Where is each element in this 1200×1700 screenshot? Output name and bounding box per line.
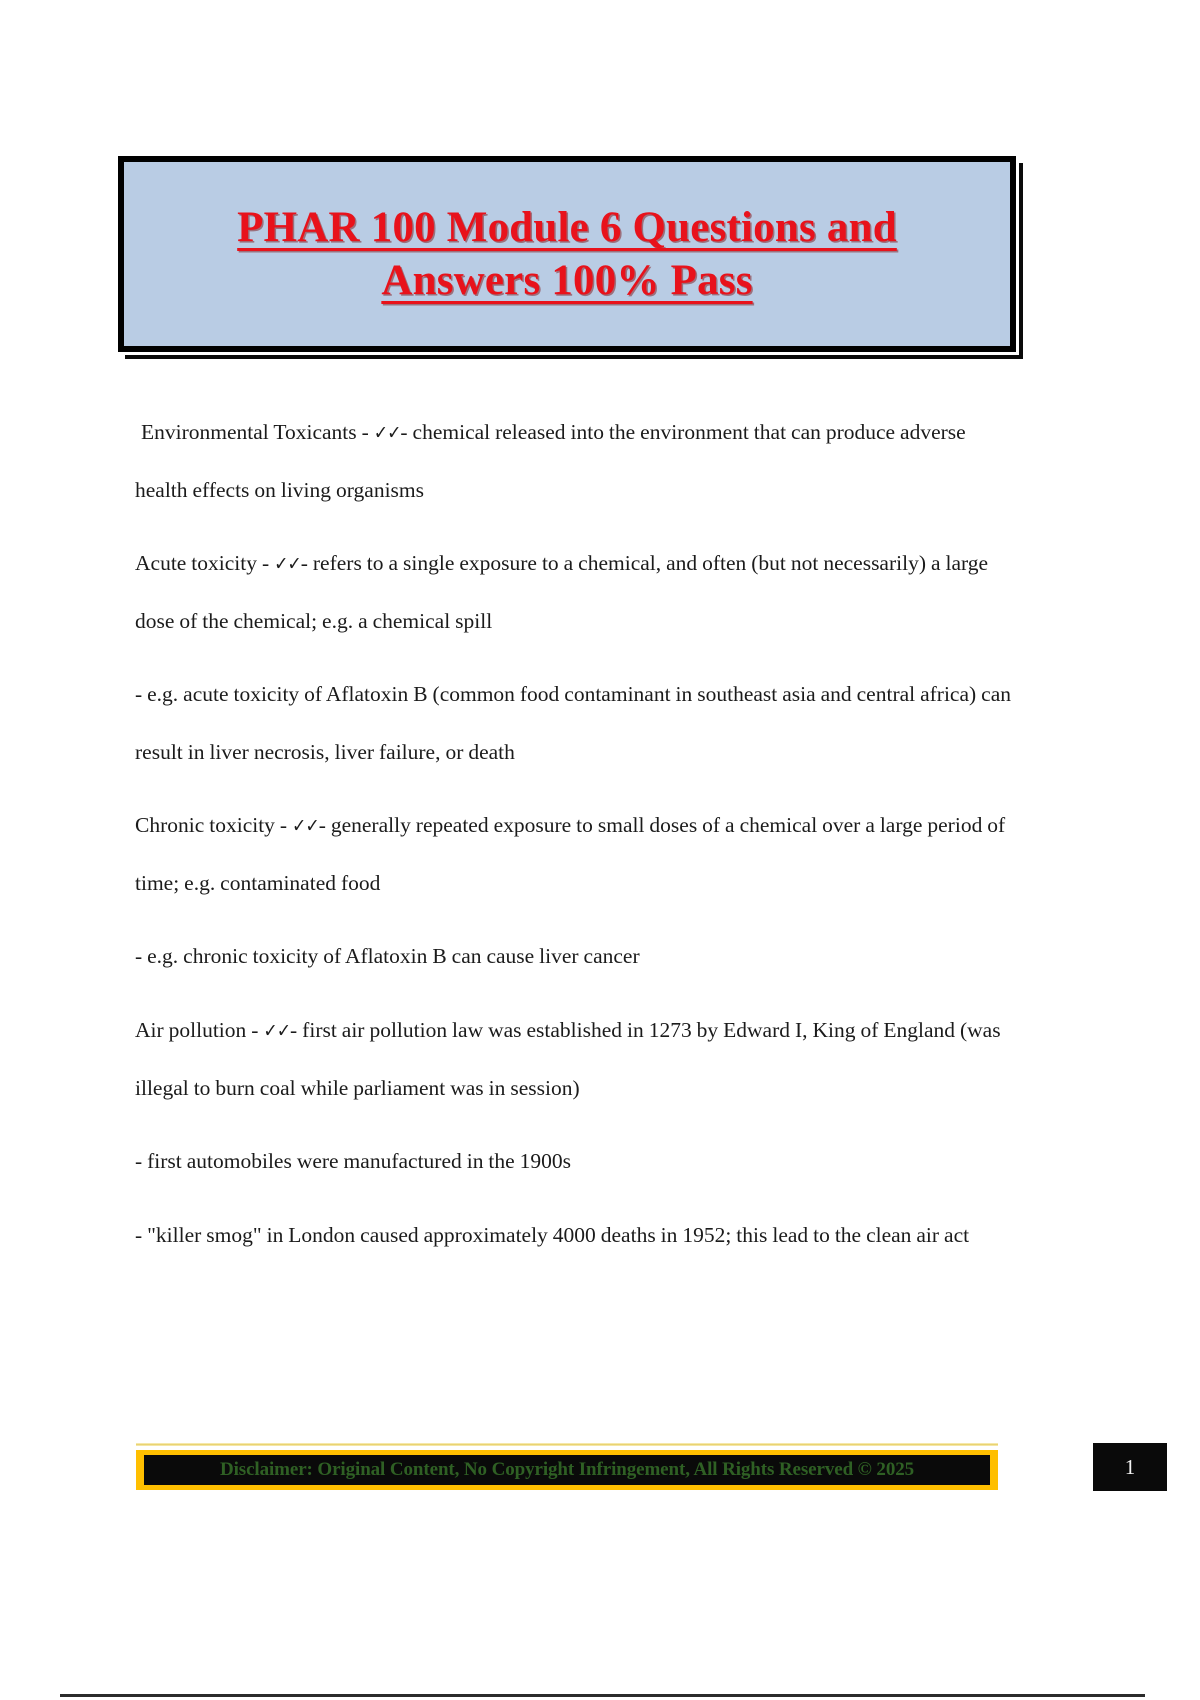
- document-body: [135, 404, 1015, 1281]
- paragraph-rest: - first automobiles were manufactured in the 1900s: [135, 1149, 572, 1173]
- paragraph-rest: - generally repeated exposure to small doses of a chemical over a large period of time; e.g. contaminated food: [135, 813, 1006, 895]
- paragraph-chronic-toxicity: [135, 797, 1015, 912]
- paragraph-lead: Air pollution -: [135, 1018, 264, 1042]
- checkmark-icon: ✓✓: [263, 1020, 291, 1042]
- paragraph-rest: - e.g. chronic toxicity of Aflatoxin B can cause liver cancer: [135, 944, 640, 968]
- checkmark-icon: ✓✓: [373, 422, 401, 444]
- paragraph-lead: Chronic toxicity -: [135, 813, 293, 837]
- checkmark-icon: ✓✓: [274, 553, 301, 575]
- checkmark-icon: ✓✓: [292, 815, 319, 837]
- disclaimer-inner-band: [144, 1455, 990, 1485]
- paragraph-environmental-toxicants: [135, 404, 1015, 519]
- paragraph-killer-smog: [135, 1207, 1015, 1265]
- disclaimer-banner: [136, 1450, 998, 1490]
- paragraph-rest: - refers to a single exposure to a chemical, and often (but not necessarily) a large dose of the chemical; e.g. a chemical spill: [135, 551, 989, 633]
- paragraph-rest: - "killer smog" in London caused approximately 4000 deaths in 1952; this lead to the clean air act: [135, 1223, 970, 1247]
- page-number-label: 1: [1124, 1454, 1136, 1479]
- title-line-1: PHAR 100 Module 6 Questions and: [237, 203, 897, 251]
- disclaimer-text: Disclaimer: Original Content, No Copyright Infringement, All Rights Reserved © 2025: [219, 1459, 915, 1480]
- page-number-badge: [1093, 1443, 1167, 1491]
- paragraph-rest: - chemical released into the environment that can produce adverse health effects on living organisms: [135, 420, 966, 502]
- paragraph-acute-aflatoxin-example: [135, 666, 1015, 781]
- paragraph-acute-toxicity: [135, 535, 1015, 650]
- title-line-2: Answers 100% Pass: [381, 257, 753, 304]
- page-bottom-rule: [60, 1694, 1145, 1697]
- paragraph-rest: - first air pollution law was established in 1273 by Edward I, King of England (was illegal to burn coal while parliament was in session): [135, 1018, 1001, 1100]
- paragraph-lead: Environmental Toxicants -: [141, 420, 374, 444]
- paragraph-air-pollution: [135, 1002, 1015, 1117]
- paragraph-lead: Acute toxicity -: [135, 551, 275, 575]
- title-banner: [118, 156, 1016, 352]
- paragraph-chronic-aflatoxin-example: [135, 928, 1015, 986]
- footer-divider: [136, 1443, 998, 1446]
- paragraph-rest: - e.g. acute toxicity of Aflatoxin B (common food contaminant in southeast asia and central africa) can result in liver necrosis, liver failure, or death: [135, 682, 1011, 764]
- paragraph-automobiles: [135, 1133, 1015, 1191]
